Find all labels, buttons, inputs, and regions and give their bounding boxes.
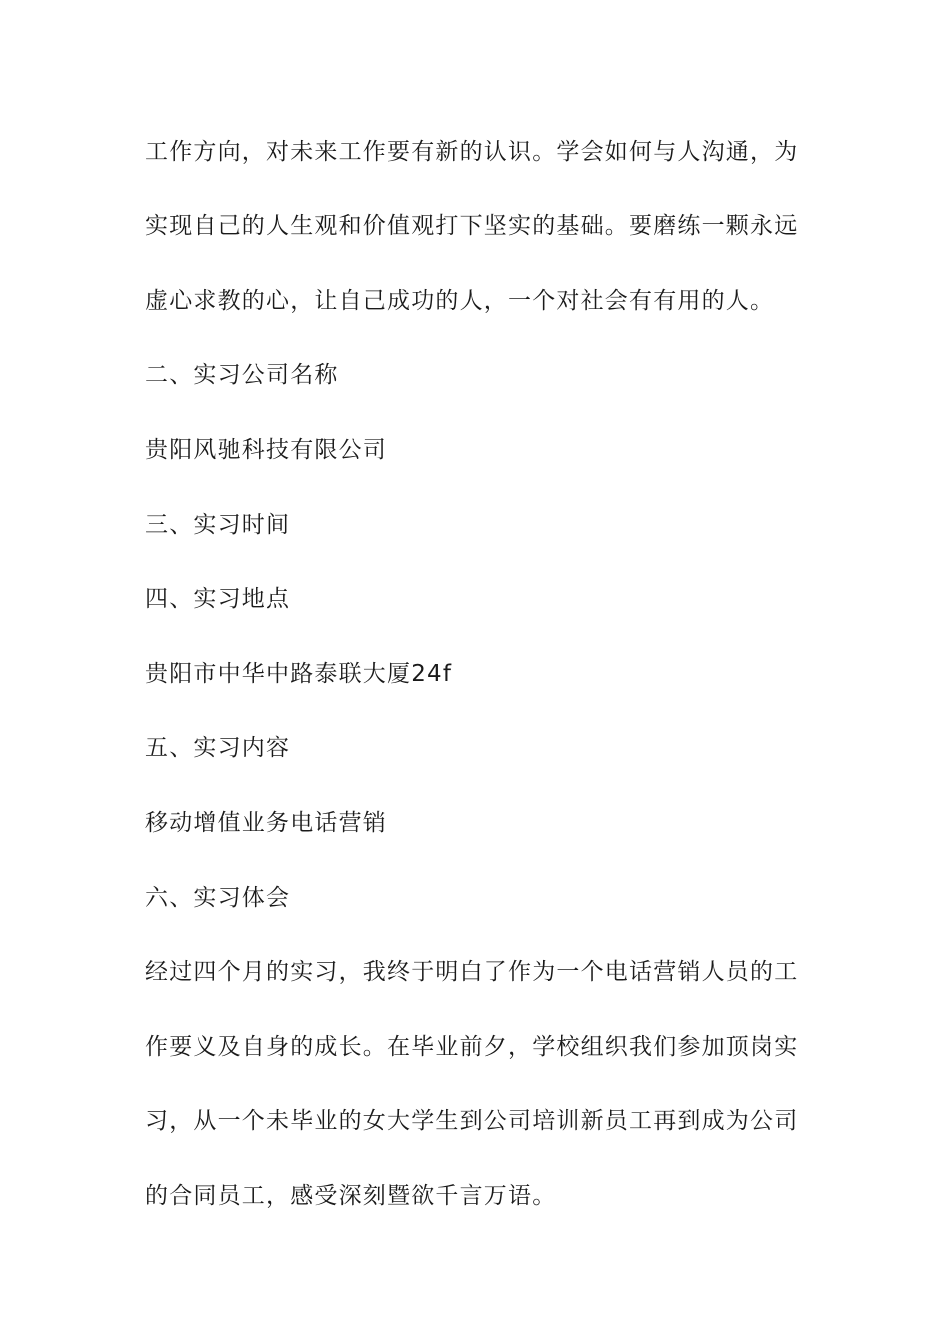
section-heading-experience: 六、实习体会 [145,885,291,911]
section-heading-location: 四、实习地点 [145,586,291,612]
section-heading-time: 三、实习时间 [145,512,291,538]
paragraph-line: 工作方向，对未来工作要有新的认识。学会如何与人沟通，为 [145,139,799,165]
paragraph-line: 虚心求教的心，让自己成功的人，一个对社会有有用的人。 [145,288,775,314]
paragraph-line: 习，从一个未毕业的女大学生到公司培训新员工再到成为公司 [145,1108,799,1134]
paragraph-line: 实现自己的人生观和价值观打下坚实的基础。要磨练一颗永远 [145,213,799,239]
paragraph-line: 作要义及自身的成长。在毕业前夕，学校组织我们参加顶岗实 [145,1034,799,1060]
section-heading-company: 二、实习公司名称 [145,362,339,388]
paragraph-line: 的合同员工，感受深刻暨欲千言万语。 [145,1183,557,1209]
location-address: 贵阳市中华中路泰联大厦24f [145,661,453,687]
internship-content: 移动增值业务电话营销 [145,810,387,836]
company-name: 贵阳风驰科技有限公司 [145,437,387,463]
section-heading-content: 五、实习内容 [145,735,291,761]
paragraph-line: 经过四个月的实习，我终于明白了作为一个电话营销人员的工 [145,959,799,985]
